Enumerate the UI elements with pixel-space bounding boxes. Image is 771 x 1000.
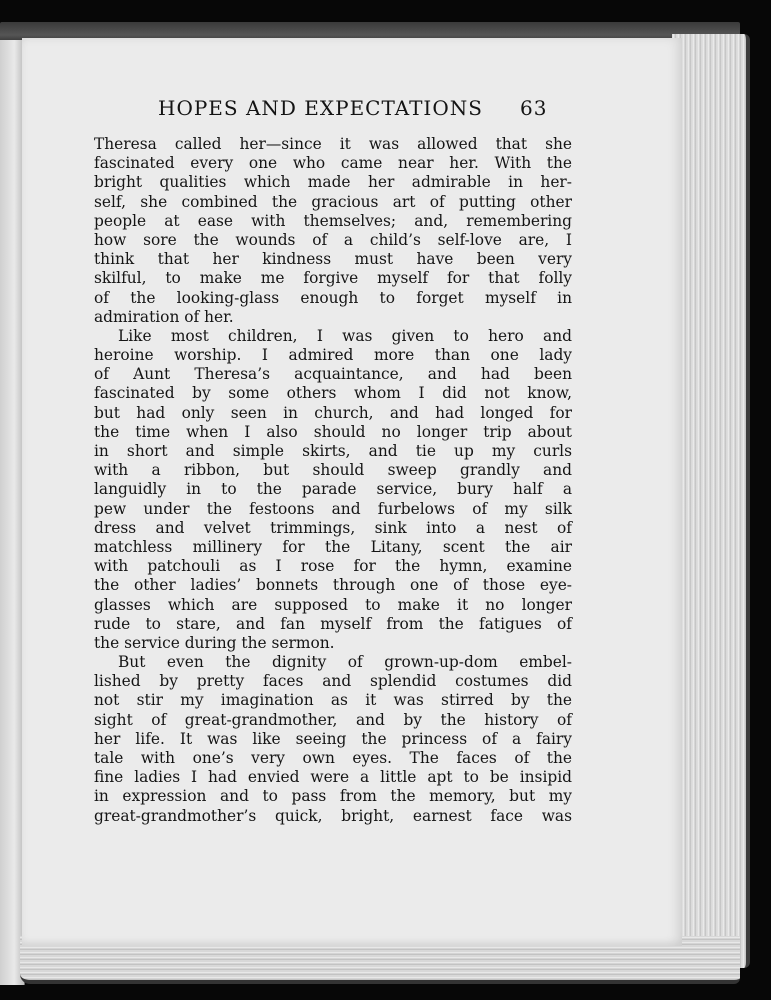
text-line: the time when I also should no longer trip about <box>94 422 572 441</box>
text-line: lished by pretty faces and splendid costumes did <box>94 672 572 691</box>
text-line: pew under the festoons and furbelows of my silk <box>94 499 572 518</box>
text-line: fascinated by some others whom I did not know, <box>94 384 572 403</box>
text-line: her life. It was like seeing the princess of a fairy <box>94 729 572 748</box>
text-line: sight of great-grandmother, and by the history of <box>94 710 572 729</box>
page-stack-edge <box>672 34 750 968</box>
text-line: people at ease with themselves; and, remembering <box>94 211 572 230</box>
text-line: self, she combined the gracious art of putting other <box>94 192 572 211</box>
text-line: but had only seen in church, and had longed for <box>94 403 572 422</box>
text-line: great-grandmother’s quick, bright, earnest face was <box>94 806 572 825</box>
text-line: skilful, to make me forgive myself for that folly <box>94 269 572 288</box>
text-line: matchless millinery for the Litany, scent the air <box>94 537 572 556</box>
text-line: But even the dignity of grown-up-dom embel- <box>118 653 572 672</box>
text-line: languidly in to the parade service, bury half a <box>94 480 572 499</box>
text-line: the service during the sermon. <box>94 633 335 652</box>
text-line: fine ladies I had envied were a little apt to be insipid <box>94 768 572 787</box>
text-line: admiration of her. <box>94 307 234 326</box>
book-page <box>22 38 682 946</box>
page-number: 63 <box>520 96 548 120</box>
text-line: in expression and to pass from the memory, but my <box>94 787 572 806</box>
text-line: tale with one’s very own eyes. The faces of the <box>94 749 572 767</box>
text-line: of the looking-glass enough to forget myself in <box>94 288 572 307</box>
text-line: not stir my imagination as it was stirred by the <box>94 691 572 710</box>
text-line: dress and velvet trimmings, sink into a nest of <box>94 518 572 537</box>
text-line: rude to stare, and fan myself from the fatigues of <box>94 614 572 633</box>
text-line: think that her kindness must have been very <box>94 250 572 269</box>
running-title: HOPES AND EXPECTATIONS <box>158 96 483 120</box>
text-line: with a ribbon, but should sweep grandly and <box>94 461 572 480</box>
text-line: how sore the wounds of a child’s self-love are, I <box>94 230 572 249</box>
text-line: with patchouli as I rose for the hymn, examine <box>94 557 572 576</box>
text-line: fascinated every one who came near her. With the <box>94 154 572 173</box>
body-text <box>94 135 572 826</box>
text-line: in short and simple skirts, and tie up my curls <box>94 442 572 460</box>
text-line: of Aunt Theresa’s acquaintance, and had been <box>94 365 572 384</box>
text-line: bright qualities which made her admirable in her- <box>94 173 572 192</box>
text-line: heroine worship. I admired more than one lady <box>94 346 572 365</box>
text-line: Like most children, I was given to hero and <box>118 326 572 345</box>
text-line: Theresa called her—since it was allowed that she <box>94 135 572 153</box>
text-line: the other ladies’ bonnets through one of those eye- <box>94 576 572 595</box>
text-line: glasses which are supposed to make it no longer <box>94 595 572 614</box>
